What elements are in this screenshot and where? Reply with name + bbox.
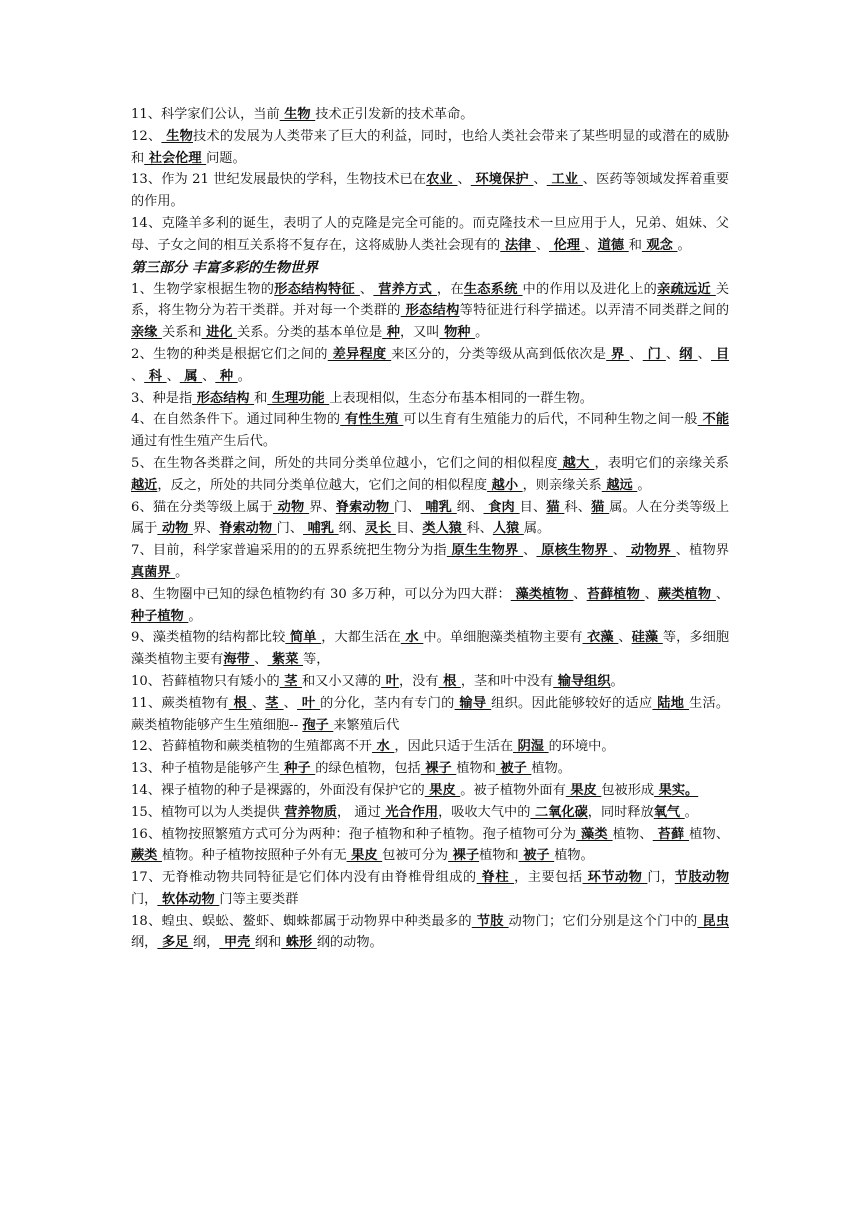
question-text: 和又小又薄的	[302, 673, 382, 689]
question-text: 、	[283, 695, 298, 711]
answer-text: 硅藻	[631, 630, 663, 646]
question-text: 等，	[303, 652, 330, 668]
question-text: 植物。	[554, 848, 594, 864]
answer-text: 果皮	[565, 782, 602, 798]
question-text: ，则亲缘关系	[522, 477, 602, 493]
paragraph	[131, 453, 729, 497]
question-text: 、	[523, 543, 537, 559]
answer-text: 科	[144, 368, 167, 384]
answer-text: 伦理	[549, 237, 585, 253]
answer-text: 脊柱	[476, 870, 515, 886]
question-text: 和	[628, 237, 642, 253]
answer-text: 裸子	[448, 848, 480, 864]
question-text: ，主要包括	[514, 870, 583, 886]
question-text: 门，	[131, 891, 158, 907]
paragraph	[131, 126, 729, 170]
answer-text: 甲壳	[219, 935, 255, 951]
section-heading	[131, 257, 729, 279]
answer-text: 衣藻	[582, 630, 619, 646]
answer-text: 阴湿	[513, 739, 549, 755]
answer-text: 根	[438, 673, 461, 689]
question-text: 界、	[309, 499, 336, 515]
answer-text: 藻类植物	[510, 586, 574, 602]
question-text: 的分化，茎内有专门的	[320, 695, 455, 711]
question-text: 技术正引发新的技术革命。	[315, 107, 474, 122]
question-text: 12、	[131, 128, 162, 144]
question-text: 。	[475, 325, 489, 341]
answer-text: 藻类	[576, 826, 613, 842]
answer-text: 不能	[697, 412, 730, 428]
question-text: 。	[637, 477, 651, 493]
answer-text: 物种	[439, 325, 476, 341]
question-text: 15、植物可以为人类提供	[131, 804, 280, 820]
question-text: ，大都生活在	[321, 630, 401, 646]
paragraph	[131, 867, 729, 911]
answer-text: 观念	[641, 237, 678, 253]
answer-text: 动物界	[626, 543, 676, 559]
question-text: 植物和	[456, 761, 496, 777]
question-text: 界、	[192, 521, 220, 537]
question-text: 17、无脊椎动物共同特征是它们体内没有由脊椎骨组成的	[131, 870, 477, 886]
question-text: ，吸收大气中的	[438, 804, 531, 820]
answer-text: 果皮	[424, 782, 461, 798]
question-text: 、	[535, 237, 549, 253]
question-text: 动物门；它们分别是这个门中的	[508, 913, 698, 929]
question-text: 纲的动物。	[316, 935, 383, 951]
question-text: 10、苔藓植物只有矮小的	[131, 673, 280, 689]
question-text: 11、蕨类植物有	[131, 695, 229, 711]
answer-text: 原核生物界	[536, 543, 613, 559]
answer-text: 多足	[157, 935, 193, 951]
question-text: 、	[584, 237, 598, 253]
question-text: 、	[254, 652, 268, 668]
paragraph	[131, 279, 729, 344]
answer-text: 目	[711, 346, 730, 362]
paragraph	[131, 911, 729, 955]
answer-text: 昆虫	[697, 913, 730, 929]
paragraph	[131, 213, 729, 257]
paragraph	[131, 104, 729, 126]
question-text: 植物。	[531, 761, 571, 777]
question-text: 、	[533, 172, 547, 188]
question-text: 纲、	[456, 499, 484, 515]
question-text: 等，多细胞藻类植物主要有	[131, 630, 730, 668]
answer-text: 农业	[426, 172, 458, 188]
answer-text: 软体动物	[157, 891, 220, 907]
answer-text: 亲缘	[131, 325, 162, 341]
answer-text: 生理功能	[267, 390, 330, 406]
answer-text: 陆地	[652, 695, 690, 711]
answer-text: 种	[215, 368, 238, 384]
question-text: 、	[618, 630, 632, 646]
question-text: 9、藻类植物的结构都比较	[131, 630, 286, 646]
question-text: 12、苔藓植物和蕨类植物的生殖都离不开	[131, 739, 372, 755]
paragraph	[131, 344, 729, 388]
question-text: 包被形成	[601, 782, 655, 798]
question-text: 14、裸子植物的种子是裸露的，外面没有保护它的	[131, 782, 425, 798]
answer-text: 蛛形	[281, 935, 317, 951]
question-text: 。	[677, 237, 691, 253]
paragraph	[131, 758, 729, 780]
question-text: 13、种子植物是能够产生	[131, 761, 280, 777]
answer-text: 生态系统	[463, 281, 523, 297]
question-text: 、	[644, 586, 658, 602]
paragraph	[131, 736, 729, 758]
question-text: 、	[166, 368, 180, 384]
question-text: 植物。种子植物按照种子外有无	[161, 848, 347, 864]
answer-text: 营养物质	[279, 804, 337, 820]
answer-text: 越小	[487, 477, 523, 493]
paragraph	[131, 671, 729, 693]
question-text: ，表明它们的亲缘关系	[594, 455, 729, 471]
question-text: 、	[457, 172, 471, 188]
answer-text: 越远	[601, 477, 638, 493]
question-text: 1、生物学家根据生物的	[131, 281, 275, 297]
question-text: 、	[629, 346, 643, 362]
question-text: 门、	[276, 521, 304, 537]
answer-text: 哺乳	[303, 521, 339, 537]
answer-text: 根	[228, 695, 252, 711]
question-text: 中的作用以及进化上的	[522, 281, 658, 297]
answer-text: 工业	[546, 172, 583, 188]
question-text: ，同时释放	[587, 804, 654, 820]
answer-text: 水	[400, 630, 424, 646]
answer-text: 种子植物	[131, 608, 189, 624]
question-text: 技术的发展为人类带来了巨大的利益，同时，也给人类社会带来了某些明显的或潜在的威胁和	[131, 128, 730, 166]
answer-text: 苔藓	[652, 826, 690, 842]
answer-text: 种子	[279, 761, 316, 777]
answer-text: 动物	[157, 521, 193, 537]
answer-text: 茎	[265, 695, 284, 711]
answer-text: 氧气	[653, 804, 685, 820]
paragraph	[131, 780, 729, 802]
question-text: 、医药等领域发挥着重要的作用。	[131, 172, 730, 210]
question-text: 。	[237, 368, 251, 384]
question-text: 、	[359, 281, 374, 297]
question-text: 、	[697, 346, 712, 362]
question-text: 。	[188, 608, 202, 624]
question-text: 等特征进行科学描述。以弄清不同类群之间的	[459, 303, 730, 319]
answer-text: 紫菜	[267, 652, 304, 668]
question-text: 、	[251, 695, 266, 711]
answer-text: 动物	[272, 499, 310, 515]
paragraph	[131, 802, 729, 824]
answer-text: 越大	[557, 455, 595, 471]
question-text: 3、种是指	[131, 390, 193, 406]
answer-text: 脊索动物	[219, 521, 277, 537]
question-text: 、	[612, 543, 627, 559]
question-text: 14、克隆羊多利的诞生，表明了人的克隆是完全可能的。而克隆技术一旦应用于人，兄弟、姐妹、父母、子女之间的相互关系将不复存在，这将威胁人类社会现有的	[131, 215, 729, 253]
question-text: 和	[254, 390, 268, 406]
answer-text: 苔藓植物	[586, 586, 645, 602]
question-text: 。被子植物外面有	[460, 782, 566, 798]
question-text: 目、	[519, 499, 547, 515]
question-text: 门、	[393, 499, 421, 515]
answer-text: 猫	[591, 499, 610, 515]
question-text: 属。	[523, 521, 551, 537]
answer-text: 界	[606, 346, 630, 362]
question-text: 上表现相似，生态分布基本相同的一群生物。	[329, 390, 593, 406]
question-text: 、	[665, 346, 680, 362]
question-text: 。	[610, 673, 624, 689]
answer-text: 哺乳	[420, 499, 457, 515]
question-text: ，在	[436, 281, 464, 297]
question-text: 的绿色植物，包括	[315, 761, 421, 777]
question-text: 植物、	[689, 826, 730, 842]
question-text: 门，	[647, 870, 675, 886]
answer-text: 猫	[546, 499, 565, 515]
question-text: 可以生育有生殖能力的后代，不同种生物之间一般	[403, 412, 698, 428]
question-text: 、	[573, 586, 587, 602]
question-text: 、	[715, 586, 730, 602]
answer-text: 门	[642, 346, 666, 362]
question-text: 门等主要类群	[219, 891, 299, 907]
paragraph	[131, 540, 729, 584]
answer-text: 形态结构	[400, 303, 460, 319]
answer-text: 蕨类植物	[657, 586, 716, 602]
question-text: 7、目前，科学家普遍采用的的五界系统把生物分为指	[131, 543, 447, 559]
question-text: 组织。因此能够较好的适应	[491, 695, 653, 711]
question-text: ，反之，所处的共同分类单位越大，它们之间的相似程度	[157, 477, 488, 493]
answer-text: 越近	[131, 477, 158, 493]
question-text: ，没有	[398, 673, 439, 689]
answer-text: 脊索动物	[335, 499, 394, 515]
question-text: 植物、	[612, 826, 653, 842]
answer-text: 叶	[297, 695, 321, 711]
answer-text: 孢子	[302, 717, 334, 733]
answer-text: 灵长	[364, 521, 396, 537]
answer-text: 输导组织	[553, 673, 611, 689]
answer-text: 水	[371, 739, 395, 755]
question-text: 属。人在分类等级上属于	[131, 499, 730, 537]
answer-text: 种	[382, 325, 400, 341]
question-text: 5、在生物各类群之间，所处的共同分类单位越小，它们之间的相似程度	[131, 455, 558, 471]
answer-text: 原生生物界	[446, 543, 524, 559]
question-text: 4、在自然条件下。通过同种生物的	[131, 412, 341, 428]
answer-text: 输导	[454, 695, 492, 711]
answer-text: 二氧化碳	[530, 804, 588, 820]
question-text: 。	[175, 564, 189, 580]
answer-text: 海带	[223, 652, 255, 668]
question-text: 纲、	[338, 521, 365, 537]
paragraph	[131, 409, 729, 453]
answer-text: 食肉	[483, 499, 520, 515]
question-text: ，因此只适于生活在	[394, 739, 514, 755]
paragraph	[131, 169, 729, 213]
question-text: 科、	[564, 499, 592, 515]
answer-text: 社会伦理	[144, 150, 207, 166]
question-text: ， 通过	[337, 804, 381, 820]
paragraph	[131, 824, 729, 868]
answer-text: 被子	[495, 761, 532, 777]
question-text: 、植物界	[675, 543, 730, 559]
answer-text: 进化	[201, 325, 238, 341]
answer-text: 属	[179, 368, 203, 384]
answer-text: 茎	[279, 673, 303, 689]
paragraph	[131, 693, 729, 737]
answer-text: 营养方式	[373, 281, 437, 297]
question-text: 的环境中。	[548, 739, 615, 755]
answer-text: 类人猿	[422, 521, 467, 537]
answer-text: 节肢	[471, 913, 509, 929]
question-text: 纲，	[192, 935, 220, 951]
answer-text: 差异程度	[327, 346, 392, 362]
question-text: ，又叫	[399, 325, 440, 341]
question-text: 关系和	[161, 325, 202, 341]
answer-text: 果实。	[654, 782, 699, 798]
question-text: ，茎和叶中没有	[460, 673, 554, 689]
question-text: 11、科学家们公认，当前	[131, 107, 280, 122]
answer-text: 简单	[285, 630, 322, 646]
question-text: 、	[202, 368, 216, 384]
question-text: 8、生物圈中已知的绿色植物约有 30 多万种，可以分为四大群：	[131, 586, 511, 602]
question-text: 来繁殖后代	[333, 717, 400, 733]
question-text: 关系。分类的基本单位是	[237, 325, 383, 341]
question-text: 2、生物的种类是根据它们之间的	[131, 346, 328, 362]
answer-text: 叶	[381, 673, 399, 689]
answer-text: 纲	[679, 346, 698, 362]
answer-text: 果皮	[346, 848, 383, 864]
question-text: 16、植物按照繁殖方式可分为两种：孢子植物和种子植物。孢子植物可分为	[131, 826, 577, 842]
answer-text: 形态结构特征	[274, 281, 360, 297]
question-text: 纲，	[131, 935, 158, 951]
answer-text: 光合作用	[380, 804, 439, 820]
answer-text: 被子	[518, 848, 555, 864]
question-text: 来区分的，分类等级从高到低依次是	[391, 346, 607, 362]
question-text: 、	[131, 368, 145, 384]
answer-text: 法律	[500, 237, 536, 253]
question-text: 包被可分为	[382, 848, 449, 864]
question-text: 纲和	[254, 935, 282, 951]
question-text: 6、猫在分类等级上属于	[131, 499, 273, 515]
question-text: 。	[684, 804, 698, 820]
question-text: 通过有性生殖产生后代。	[131, 434, 277, 450]
document-body	[131, 104, 729, 954]
question-text: 关系，将生物分为若干类群。并对每一个类群的	[131, 281, 730, 319]
answer-text: 亲疏远近	[657, 281, 716, 297]
answer-text: 蕨类	[131, 848, 162, 864]
answer-text: 生物	[279, 107, 316, 122]
paragraph	[131, 627, 729, 671]
answer-text: 环节动物	[582, 870, 648, 886]
answer-text: 节肢动物	[674, 870, 730, 886]
answer-text: 道德	[597, 237, 629, 253]
question-text: 13、作为 21 世纪发展最快的学科，生物技术已在	[131, 172, 427, 188]
answer-text: 形态结构	[192, 390, 255, 406]
question-text: 目、	[395, 521, 423, 537]
answer-text: 生物	[161, 128, 194, 144]
question-text: 生活。蕨类植物能够产生生殖细胞--	[131, 695, 730, 733]
answer-text: 人猿	[492, 521, 524, 537]
paragraph	[131, 388, 729, 410]
paragraph	[131, 497, 729, 541]
answer-text: 环境保护	[470, 172, 534, 188]
question-text: 18、蝗虫、蜈蚣、鳌虾、蜘蛛都属于动物界中种类最多的	[131, 913, 472, 929]
question-text: 科、	[466, 521, 493, 537]
question-text: 问题。	[206, 150, 246, 166]
answer-text: 裸子	[420, 761, 457, 777]
question-text: 中。单细胞藻类植物主要有	[423, 630, 583, 646]
paragraph	[131, 584, 729, 628]
answer-text: 真菌界	[131, 564, 176, 580]
answer-text: 有性生殖	[340, 412, 404, 428]
question-text: 植物和	[479, 848, 519, 864]
heading-text: 第三部分 丰富多彩的生物世界	[131, 259, 318, 276]
